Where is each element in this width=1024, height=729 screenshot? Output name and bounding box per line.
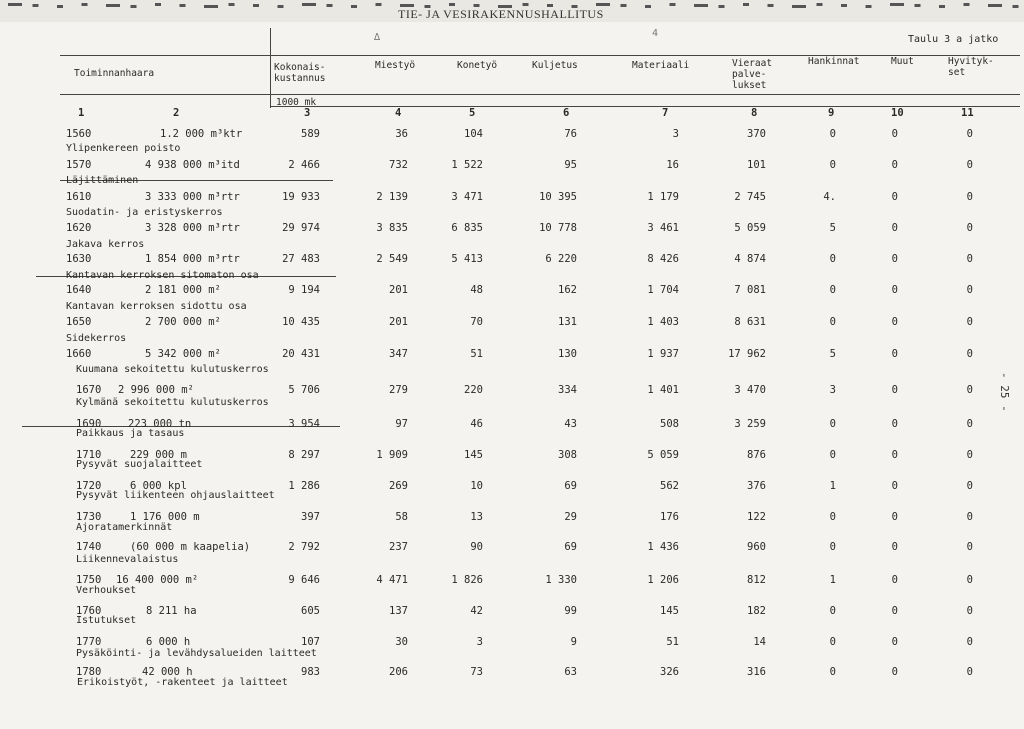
perforation-mark — [351, 5, 357, 8]
perforation-mark — [204, 5, 218, 8]
table-cell: 14 — [753, 636, 766, 648]
table-cell: 0 — [829, 418, 836, 430]
table-cell: 19 933 — [282, 191, 320, 203]
table-cell: 0 — [891, 511, 898, 523]
table-cell: 0 — [829, 316, 836, 328]
table-cell: 0 — [891, 480, 898, 492]
table-cell: 0 — [829, 541, 836, 553]
activity-code: 1760 — [76, 605, 102, 617]
table-cell: 983 — [301, 666, 320, 678]
perforation-mark — [670, 3, 676, 6]
table-cell: 3 470 — [734, 384, 766, 396]
table-cell: 1 401 — [647, 384, 679, 396]
table-cell: 0 — [891, 666, 898, 678]
perforation-mark — [841, 4, 847, 7]
table-cell: 145 — [464, 449, 483, 461]
table-cell: 10 395 — [539, 191, 577, 203]
perforation-mark — [523, 3, 529, 6]
table-cell: 0 — [966, 636, 973, 648]
table-cell: 1 403 — [647, 316, 679, 328]
table-cell: 269 — [389, 480, 408, 492]
perforation-mark — [768, 4, 774, 7]
activity-code: 1690 — [76, 418, 102, 430]
quantity: 1 854 000 m³rtr — [145, 253, 240, 265]
header-mid-rule — [60, 94, 1020, 95]
table-cell: 326 — [660, 666, 679, 678]
table-cell: 9 — [570, 636, 577, 648]
table-cell: 5 059 — [734, 222, 766, 234]
table-cell: 16 — [666, 159, 679, 171]
table-cell: 0 — [966, 253, 973, 265]
table-cell: 0 — [966, 574, 973, 586]
column-number: 3 — [304, 107, 311, 119]
table-cell: 70 — [470, 316, 483, 328]
activity-code: 1610 — [66, 191, 92, 203]
activity-code: 1740 — [76, 541, 102, 553]
table-cell: 0 — [966, 511, 973, 523]
perforation-mark — [792, 5, 806, 8]
quantity: 1.2 000 m³ktr — [160, 128, 243, 140]
table-cell: 46 — [470, 418, 483, 430]
column-number: 6 — [563, 107, 570, 119]
table-cell: 107 — [301, 636, 320, 648]
table-cell: 1 704 — [647, 284, 679, 296]
table-cell: 0 — [891, 253, 898, 265]
table-cell: 95 — [564, 159, 577, 171]
column-number: 5 — [469, 107, 476, 119]
table-cell: 36 — [395, 128, 408, 140]
col-header-hankinnat: Hankinnat — [808, 56, 860, 67]
quantity: 223 000 tn — [128, 418, 192, 430]
table-cell: 605 — [301, 605, 320, 617]
table-cell: 3 — [476, 636, 483, 648]
column-number: 11 — [961, 107, 974, 119]
top-mark-left: ∆ — [374, 32, 381, 43]
quantity: (60 000 m kaapelia) — [130, 541, 251, 553]
quantity: 4 938 000 m³itd — [145, 159, 240, 171]
column-number: 1 — [78, 107, 85, 119]
activity-code: 1750 — [76, 574, 102, 586]
activity-code: 1620 — [66, 222, 92, 234]
quantity: 2 996 000 m² — [118, 384, 194, 396]
col-header-miestyo: Miestyö — [375, 60, 416, 71]
perforation-mark — [229, 3, 235, 6]
perforation-mark — [449, 3, 455, 6]
table-cell: 0 — [891, 222, 898, 234]
table-cell: 316 — [747, 666, 766, 678]
header-top-rule — [60, 55, 1020, 56]
table-cell: 0 — [966, 191, 973, 203]
table-cell: 10 — [470, 480, 483, 492]
table-cell: 0 — [891, 159, 898, 171]
table-cell: 2 466 — [288, 159, 320, 171]
table-cell: 0 — [966, 384, 973, 396]
table-cell: 4 471 — [376, 574, 408, 586]
col-header-hyvitykset: Hyvityk- set — [948, 56, 994, 78]
table-cell: 0 — [966, 159, 973, 171]
table-cell: 347 — [389, 348, 408, 360]
table-cell: 101 — [747, 159, 766, 171]
table-cell: 1 286 — [288, 480, 320, 492]
category-label: Liikennevalaistus — [76, 554, 179, 565]
table-cell: 97 — [395, 418, 408, 430]
table-cell: 69 — [564, 541, 577, 553]
table-cell: 5 706 — [288, 384, 320, 396]
perforation-mark — [33, 4, 39, 7]
quantity: 6 000 kpl — [130, 480, 187, 492]
category-label: Pysäköinti- ja levähdysalueiden laitteet — [76, 648, 317, 659]
table-cell: 99 — [564, 605, 577, 617]
table-cell: 3 954 — [288, 418, 320, 430]
table-cell: 130 — [558, 348, 577, 360]
table-cell: 145 — [660, 605, 679, 617]
perforation-mark — [180, 4, 186, 7]
category-label: Ajoratamerkinnät — [76, 522, 173, 533]
col-header-vieraat-palvelukset: Vieraat palve- lukset — [732, 58, 773, 91]
activity-code: 1670 — [76, 384, 102, 396]
quantity: 16 400 000 m² — [116, 574, 199, 586]
top-mark-center: 4 — [652, 28, 659, 39]
table-cell: 0 — [891, 128, 898, 140]
perforation-mark — [939, 5, 945, 8]
table-cell: 5 059 — [647, 449, 679, 461]
table-cell: 0 — [829, 511, 836, 523]
perforation-mark — [817, 3, 823, 6]
table-cell: 0 — [829, 605, 836, 617]
table-cell: 1 — [829, 480, 836, 492]
quantity: 2 700 000 m² — [145, 316, 221, 328]
table-cell: 1 — [829, 574, 836, 586]
table-cell: 30 — [395, 636, 408, 648]
table-cell: 4. — [823, 191, 836, 203]
activity-code: 1780 — [76, 666, 102, 678]
table-cell: 0 — [891, 191, 898, 203]
perforation-mark — [57, 5, 63, 8]
table-cell: 20 431 — [282, 348, 320, 360]
activity-code: 1710 — [76, 449, 102, 461]
table-cell: 812 — [747, 574, 766, 586]
activity-code: 1570 — [66, 159, 92, 171]
perforation-mark — [743, 3, 749, 6]
table-cell: 334 — [558, 384, 577, 396]
table-cell: 0 — [829, 666, 836, 678]
table-cell: 562 — [660, 480, 679, 492]
table-cell: 3 471 — [451, 191, 483, 203]
table-cell: 237 — [389, 541, 408, 553]
col-header-muut: Muut — [891, 56, 914, 67]
col-header-kokonaiskustannus: Kokonais- kustannus — [274, 62, 326, 84]
trailing-category-label: Erikoistyöt, -rakenteet ja laitteet — [77, 677, 288, 688]
table-cell: 0 — [829, 159, 836, 171]
col-header-kuljetus: Kuljetus — [532, 60, 578, 71]
table-cell: 9 194 — [288, 284, 320, 296]
table-cell: 1 909 — [376, 449, 408, 461]
table-cell: 0 — [891, 605, 898, 617]
category-label: Jakava kerros — [66, 239, 145, 250]
table-cell: 162 — [558, 284, 577, 296]
table-cell: 0 — [891, 636, 898, 648]
perforation-mark — [866, 5, 872, 8]
table-cell: 0 — [829, 253, 836, 265]
category-label: Paikkaus ja tasaus — [76, 428, 185, 439]
table-cell: 0 — [891, 284, 898, 296]
table-cell: 0 — [891, 541, 898, 553]
category-label: Kylmänä sekoitettu kulutuskerros — [76, 397, 269, 408]
perforation-mark — [719, 5, 725, 8]
table-cell: 8 631 — [734, 316, 766, 328]
column-number: 2 — [173, 107, 180, 119]
perforation-mark — [376, 3, 382, 6]
col-header-toiminnanhaara: Toiminnanhaara — [74, 68, 155, 79]
table-cell: 0 — [891, 316, 898, 328]
table-cell: 201 — [389, 316, 408, 328]
table-cell: 0 — [891, 449, 898, 461]
table-cell: 0 — [891, 348, 898, 360]
perforation-mark — [964, 3, 970, 6]
table-cell: 876 — [747, 449, 766, 461]
table-cell: 308 — [558, 449, 577, 461]
table-cell: 63 — [564, 666, 577, 678]
table-cell: 48 — [470, 284, 483, 296]
header-bottom-rule — [270, 106, 1020, 107]
perforation-mark — [694, 4, 708, 7]
table-cell: 0 — [891, 418, 898, 430]
table-cell: 0 — [891, 574, 898, 586]
activity-code: 1730 — [76, 511, 102, 523]
table-cell: 6 220 — [545, 253, 577, 265]
table-cell: 6 835 — [451, 222, 483, 234]
quantity: 8 211 ha — [146, 605, 197, 617]
table-cell: 131 — [558, 316, 577, 328]
table-cell: 1 330 — [545, 574, 577, 586]
quantity: 2 181 000 m² — [145, 284, 221, 296]
table-cell: 960 — [747, 541, 766, 553]
table-cell: 0 — [966, 284, 973, 296]
table-cell: 1 179 — [647, 191, 679, 203]
table-cell: 176 — [660, 511, 679, 523]
table-cell: 1 937 — [647, 348, 679, 360]
table-cell: 201 — [389, 284, 408, 296]
quantity: 3 328 000 m³rtr — [145, 222, 240, 234]
table-label: Taulu 3 a jatko — [908, 34, 999, 45]
table-cell: 0 — [966, 666, 973, 678]
table-cell: 376 — [747, 480, 766, 492]
category-label: Pysyvät suojalaitteet — [76, 459, 203, 470]
perforation-mark — [302, 3, 316, 6]
quantity: 3 333 000 m³rtr — [145, 191, 240, 203]
table-cell: 17 962 — [728, 348, 766, 360]
table-cell: 42 — [470, 605, 483, 617]
table-cell: 122 — [747, 511, 766, 523]
perforation-mark — [82, 3, 88, 6]
table-cell: 0 — [829, 636, 836, 648]
table-cell: 0 — [891, 384, 898, 396]
perforation-mark — [890, 3, 904, 6]
col-header-konetyo: Konetyö — [457, 60, 498, 71]
table-cell: 3 461 — [647, 222, 679, 234]
activity-code: 1720 — [76, 480, 102, 492]
activity-code: 1630 — [66, 253, 92, 265]
table-cell: 0 — [966, 222, 973, 234]
table-cell: 206 — [389, 666, 408, 678]
table-cell: 1 206 — [647, 574, 679, 586]
category-label: Kantavan kerroksen sidottu osa — [66, 301, 247, 312]
table-cell: 43 — [564, 418, 577, 430]
table-cell: 732 — [389, 159, 408, 171]
table-cell: 2 139 — [376, 191, 408, 203]
table-cell: 29 — [564, 511, 577, 523]
perforation-mark — [596, 3, 610, 6]
category-label: Kuumana sekoitettu kulutuskerros — [76, 364, 269, 375]
quantity: 229 000 m — [130, 449, 187, 461]
category-label: Sidekerros — [66, 333, 127, 344]
column-number: 9 — [828, 107, 835, 119]
table-cell: 10 778 — [539, 222, 577, 234]
table-cell: 2 549 — [376, 253, 408, 265]
table-cell: 3 — [829, 384, 836, 396]
column-number: 4 — [395, 107, 402, 119]
table-cell: 220 — [464, 384, 483, 396]
table-cell: 0 — [829, 284, 836, 296]
table-cell: 397 — [301, 511, 320, 523]
perforation-mark — [327, 4, 333, 7]
table-cell: 27 483 — [282, 253, 320, 265]
perforation-mark — [915, 4, 921, 7]
category-label: Läjittäminen — [66, 175, 139, 186]
table-cell: 0 — [829, 128, 836, 140]
unit-label: 1000 mk — [276, 97, 317, 108]
col-header-materiaali: Materiaali — [632, 60, 690, 71]
category-label: Verhoukset — [76, 585, 137, 596]
column-number: 10 — [891, 107, 904, 119]
table-cell: 0 — [966, 128, 973, 140]
table-cell: 51 — [470, 348, 483, 360]
category-label: Pysyvät liikenteen ohjauslaitteet — [76, 490, 275, 501]
table-cell: 370 — [747, 128, 766, 140]
table-cell: 3 — [672, 128, 679, 140]
table-cell: 5 — [829, 222, 836, 234]
table-cell: 279 — [389, 384, 408, 396]
perforation-mark — [1013, 5, 1019, 8]
agency-title: TIE- JA VESIRAKENNUSHALLITUS — [398, 7, 604, 21]
table-cell: 0 — [966, 605, 973, 617]
table-cell: 0 — [966, 348, 973, 360]
activity-code: 1640 — [66, 284, 92, 296]
table-cell: 51 — [666, 636, 679, 648]
table-cell: 589 — [301, 128, 320, 140]
table-cell: 58 — [395, 511, 408, 523]
table-cell: 90 — [470, 541, 483, 553]
table-cell: 73 — [470, 666, 483, 678]
activity-code: 1770 — [76, 636, 102, 648]
table-cell: 182 — [747, 605, 766, 617]
table-cell: 3 835 — [376, 222, 408, 234]
table-cell: 69 — [564, 480, 577, 492]
table-cell: 0 — [966, 449, 973, 461]
category-label: Suodatin- ja eristyskerros — [66, 207, 223, 218]
header-divider — [270, 28, 271, 108]
table-cell: 1 826 — [451, 574, 483, 586]
table-cell: 2 792 — [288, 541, 320, 553]
table-cell: 10 435 — [282, 316, 320, 328]
perforation-mark — [131, 5, 137, 8]
table-cell: 4 874 — [734, 253, 766, 265]
category-label: Ylipenkereen poisto — [66, 143, 181, 154]
perforation-mark — [155, 3, 161, 6]
table-cell: 0 — [966, 418, 973, 430]
table-cell: 13 — [470, 511, 483, 523]
table-cell: 5 413 — [451, 253, 483, 265]
table-cell: 104 — [464, 128, 483, 140]
quantity: 5 342 000 m² — [145, 348, 221, 360]
perforation-mark — [621, 4, 627, 7]
column-number: 7 — [662, 107, 669, 119]
table-cell: 137 — [389, 605, 408, 617]
table-cell: 3 259 — [734, 418, 766, 430]
table-cell: 0 — [966, 541, 973, 553]
perforation-mark — [8, 3, 22, 6]
quantity: 6 000 h — [146, 636, 191, 648]
table-cell: 0 — [829, 449, 836, 461]
activity-code: 1660 — [66, 348, 92, 360]
table-cell: 508 — [660, 418, 679, 430]
table-cell: 8 426 — [647, 253, 679, 265]
column-number: 8 — [751, 107, 758, 119]
table-cell: 76 — [564, 128, 577, 140]
table-cell: 9 646 — [288, 574, 320, 586]
category-label: Istutukset — [76, 615, 137, 626]
table-cell: 5 — [829, 348, 836, 360]
quantity: 1 176 000 m — [130, 511, 200, 523]
perforation-mark — [106, 4, 120, 7]
table-cell: 0 — [966, 316, 973, 328]
table-cell: 2 745 — [734, 191, 766, 203]
perforation-mark — [253, 4, 259, 7]
perforation-mark — [988, 4, 1002, 7]
page-number: - 25 - — [998, 372, 1011, 412]
table-cell: 1 522 — [451, 159, 483, 171]
perforation-mark — [645, 5, 651, 8]
quantity: 42 000 h — [142, 666, 193, 678]
table-cell: 0 — [966, 480, 973, 492]
table-cell: 8 297 — [288, 449, 320, 461]
table-cell: 29 974 — [282, 222, 320, 234]
activity-code: 1560 — [66, 128, 92, 140]
table-cell: 1 436 — [647, 541, 679, 553]
activity-code: 1650 — [66, 316, 92, 328]
table-cell: 7 081 — [734, 284, 766, 296]
perforation-mark — [278, 5, 284, 8]
category-label: Kantavan kerroksen sitomaton osa — [66, 270, 259, 281]
